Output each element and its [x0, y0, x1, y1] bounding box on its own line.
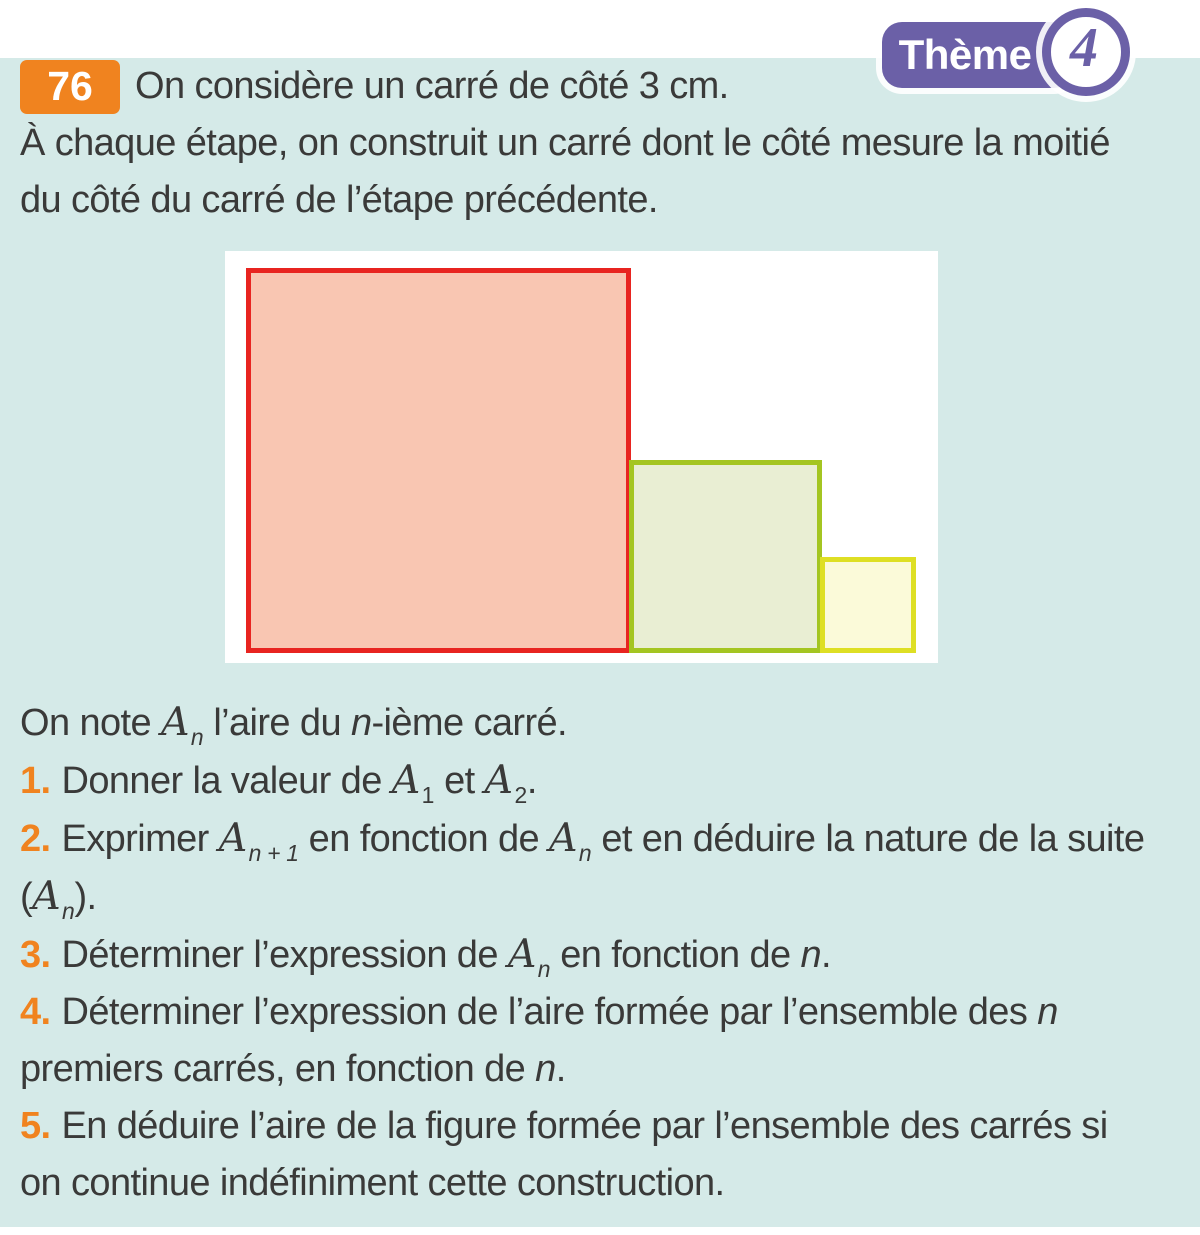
- question-5-text: [20, 1105, 1108, 1204]
- theme-label: Thème: [898, 31, 1032, 78]
- math-variable: n: [1037, 991, 1058, 1033]
- text-run: .: [555, 1048, 566, 1090]
- script-A-symbol: $A_{n + 1}$: [218, 815, 299, 867]
- question-1: [20, 752, 1148, 810]
- note-line: [20, 694, 1148, 752]
- subscript: n: [537, 956, 551, 983]
- text-run: .: [526, 760, 537, 802]
- script-A-symbol: $A_n$: [32, 873, 75, 925]
- squares-figure: [225, 251, 938, 663]
- text-run: premiers carrés, en fonction de: [20, 1048, 536, 1090]
- script-A-symbol: $A_2$: [484, 757, 527, 809]
- math-variable: n: [350, 702, 372, 744]
- text-run: et en déduire la nature de la suite (: [20, 818, 1145, 918]
- question-4-text: [20, 991, 1058, 1090]
- exercise-number-badge: 76: [20, 60, 120, 114]
- intro-sentence-2: À chaque étape, on construit un carré dont le côté mesure la moitié du côté du carré de l’étape précédente.: [20, 122, 1110, 221]
- subscript: n: [62, 898, 75, 925]
- square-step-2: [629, 460, 822, 653]
- question-3: [20, 926, 1148, 984]
- text-run: ).: [74, 876, 97, 918]
- question-3-text: [61, 931, 832, 983]
- subscript: n + 1: [248, 840, 299, 867]
- text-run: Déterminer l’expression de: [61, 934, 508, 976]
- question-2-text: [20, 815, 1145, 925]
- question-5-number: 5.: [20, 1105, 51, 1147]
- subscript: n: [190, 724, 204, 751]
- question-4-number: 4.: [20, 991, 51, 1033]
- text-run: et: [434, 760, 485, 802]
- text-run: Exprimer: [61, 818, 219, 860]
- square-step-3: [820, 557, 916, 653]
- script-A-symbol: $A_1$: [391, 757, 435, 809]
- question-2-number: 2.: [20, 818, 51, 860]
- subscript: 1: [421, 782, 435, 809]
- text-run: -ième carré.: [371, 702, 568, 744]
- text-run: Déterminer l’expression de l’aire formée par l’ensemble des: [61, 991, 1038, 1033]
- text-run: Donner la valeur de: [61, 760, 392, 802]
- text-run: En déduire l’aire de la figure formée par l’ensemble des carrés si on continue indéfiniment cette construction.: [20, 1105, 1108, 1204]
- question-3-number: 3.: [20, 934, 51, 976]
- math-variable: n: [800, 934, 822, 976]
- question-4: [20, 984, 1148, 1098]
- question-1-number: 1.: [20, 760, 51, 802]
- text-run: en fonction de: [550, 934, 801, 976]
- square-step-1: [246, 268, 631, 653]
- subscript: 2: [514, 782, 527, 809]
- script-A-symbol: $A_n$: [160, 699, 204, 751]
- text-run: .: [821, 934, 832, 976]
- text-run: On note: [20, 702, 161, 744]
- question-2: [20, 810, 1148, 926]
- text-run: l’aire du: [203, 702, 351, 744]
- theme-number: 4: [1070, 17, 1098, 79]
- intro-sentence-1: On considère un carré de côté 3 cm.: [135, 65, 729, 107]
- question-1-text: [61, 757, 537, 809]
- script-A-symbol: $A_n$: [507, 931, 551, 983]
- subscript: n: [578, 840, 592, 867]
- exercise-content: [20, 58, 1148, 1212]
- text-run: en fonction de: [298, 818, 549, 860]
- theme-number-circle: [1042, 8, 1130, 96]
- question-5: [20, 1098, 1148, 1212]
- script-A-symbol: $A_n$: [548, 815, 592, 867]
- math-variable: n: [535, 1048, 556, 1090]
